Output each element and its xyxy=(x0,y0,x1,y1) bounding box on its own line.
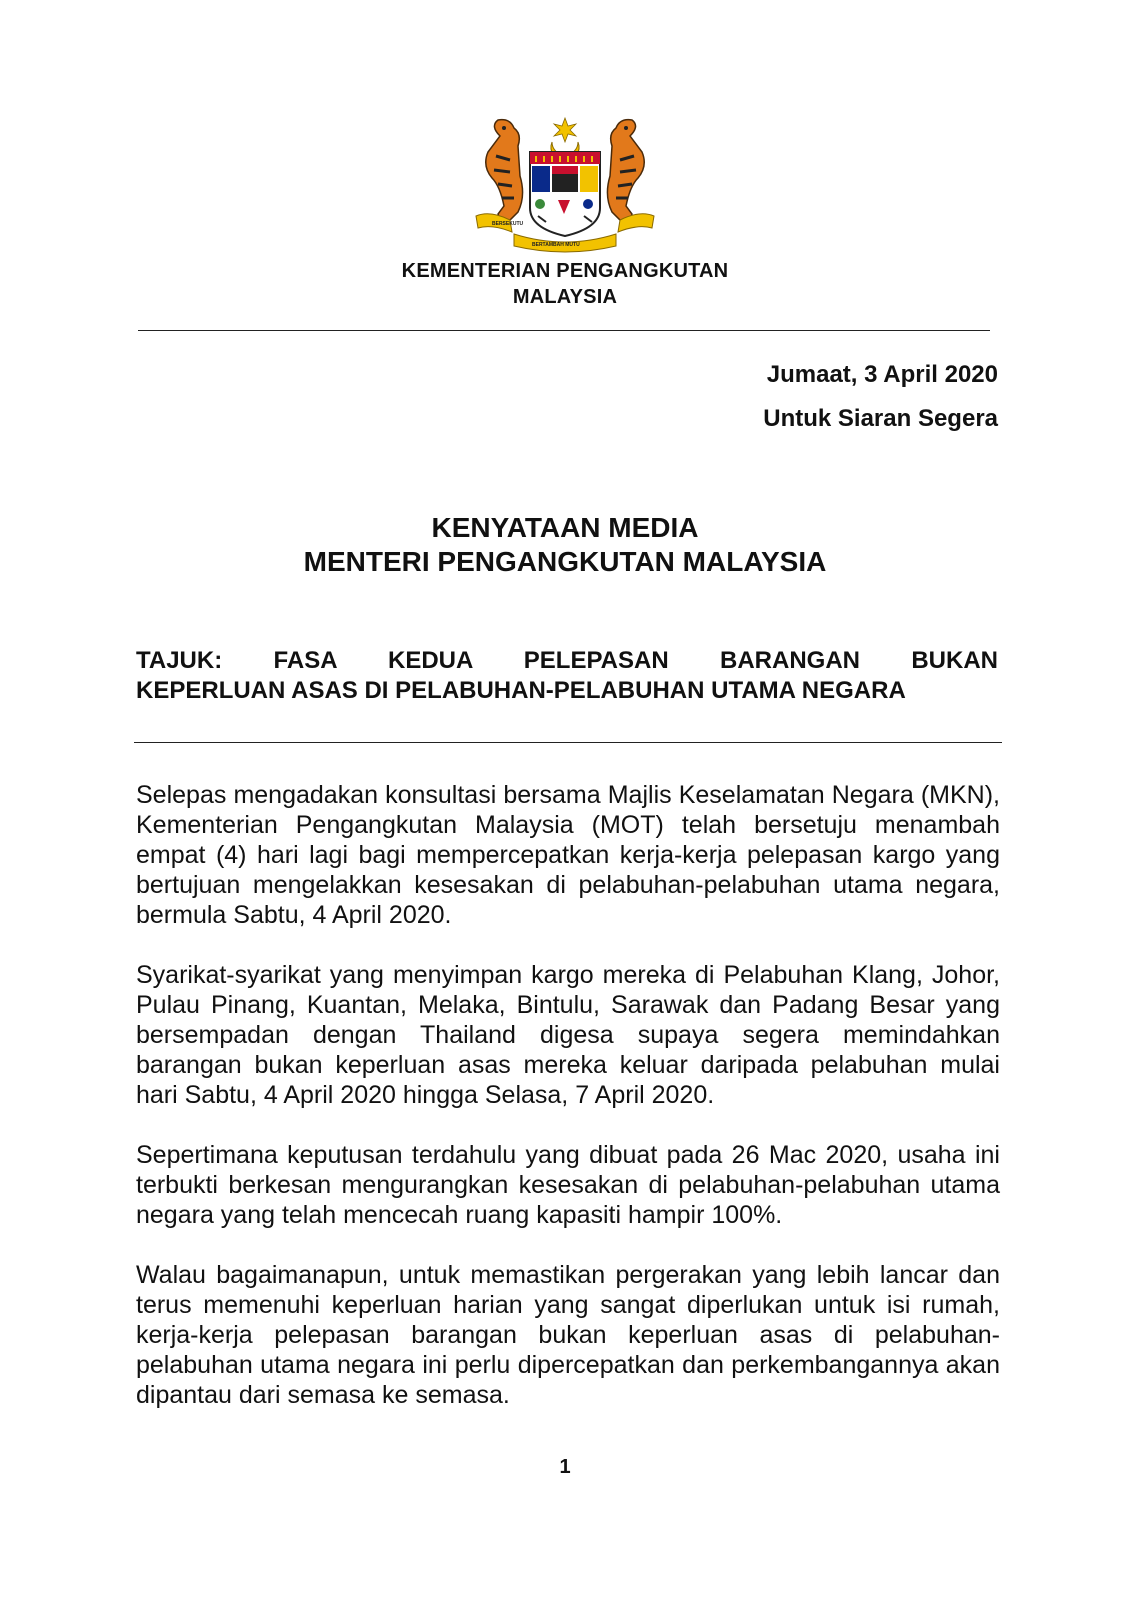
body-paragraph-1: Selepas mengadakan konsultasi bersama Majlis Keselamatan Negara (MKN), Kementerian Pengangkutan Malaysia (MOT) telah bersetuju menambah empat (4) hari lagi bagi mempercepatkan kerja-kerja pelepasan kargo yang bertujuan mengelakkan kesesakan di pelabuhan-pelabuhan utama negara, bermula Sabtu, 4 April 2020. xyxy=(136,781,1000,929)
right-tiger-icon xyxy=(607,120,644,221)
statement-subheading: MENTERI PENGANGKUTAN MALAYSIA xyxy=(303,546,827,577)
body-paragraph-3: Sepertimana keputusan terdahulu yang dibuat pada 26 Mac 2020, usaha ini terbukti berkesan mengurangkan kesesakan di pelabuhan-pelabuhan utama negara yang telah mencecah ruang kapasiti hampir 100%. xyxy=(136,1141,1000,1229)
release-date: Jumaat, 3 April 2020 xyxy=(766,361,998,388)
left-tiger-icon xyxy=(486,120,523,221)
shield-icon xyxy=(530,152,600,236)
body-paragraph-2: Syarikat-syarikat yang menyimpan kargo mereka di Pelabuhan Klang, Johor, Pulau Pinang, Kuantan, Melaka, Bintulu, Sarawak dan Padang Besar yang bersempadan dengan Thailand digesa supaya segera memindahkan barangan bukan keperluan asas mereka keluar daripada pelabuhan mulai hari Sabtu, 4 April 2020 hingga Selasa, 7 April 2020. xyxy=(136,961,1000,1109)
statement-title-line1: TAJUK: FASA KEDUA PELEPASAN BARANGAN BUKAN xyxy=(136,647,998,674)
ministry-name-line2: MALAYSIA xyxy=(512,286,618,308)
statement-title-line2: KEPERLUAN ASAS DI PELABUHAN-PELABUHAN UTAMA NEGARA xyxy=(136,677,906,704)
motto-right-text: BERTAMBAH MUTU xyxy=(532,242,580,248)
page-number: 1 xyxy=(559,1456,571,1478)
motto-left-text: BERSEKUTU xyxy=(492,221,524,227)
ministry-name-line1: KEMENTERIAN PENGANGKUTAN xyxy=(401,260,729,282)
body-paragraph-4: Walau bagaimanapun, untuk memastikan pergerakan yang lebih lancar dan terus memenuhi keperluan harian yang sangat diperlukan untuk isi rumah, kerja-kerja pelepasan barangan bukan keperluan asas di pelabuhan-pelabuhan utama negara ini perlu dipercepatkan dan perkembangannya akan dipantau dari semasa ke semasa. xyxy=(136,1261,1000,1409)
coat-of-arms-emblem xyxy=(470,116,660,256)
statement-heading: KENYATAAN MEDIA xyxy=(431,512,699,543)
header-divider xyxy=(138,330,990,331)
title-divider xyxy=(134,742,1002,743)
release-type: Untuk Siaran Segera xyxy=(763,405,998,432)
